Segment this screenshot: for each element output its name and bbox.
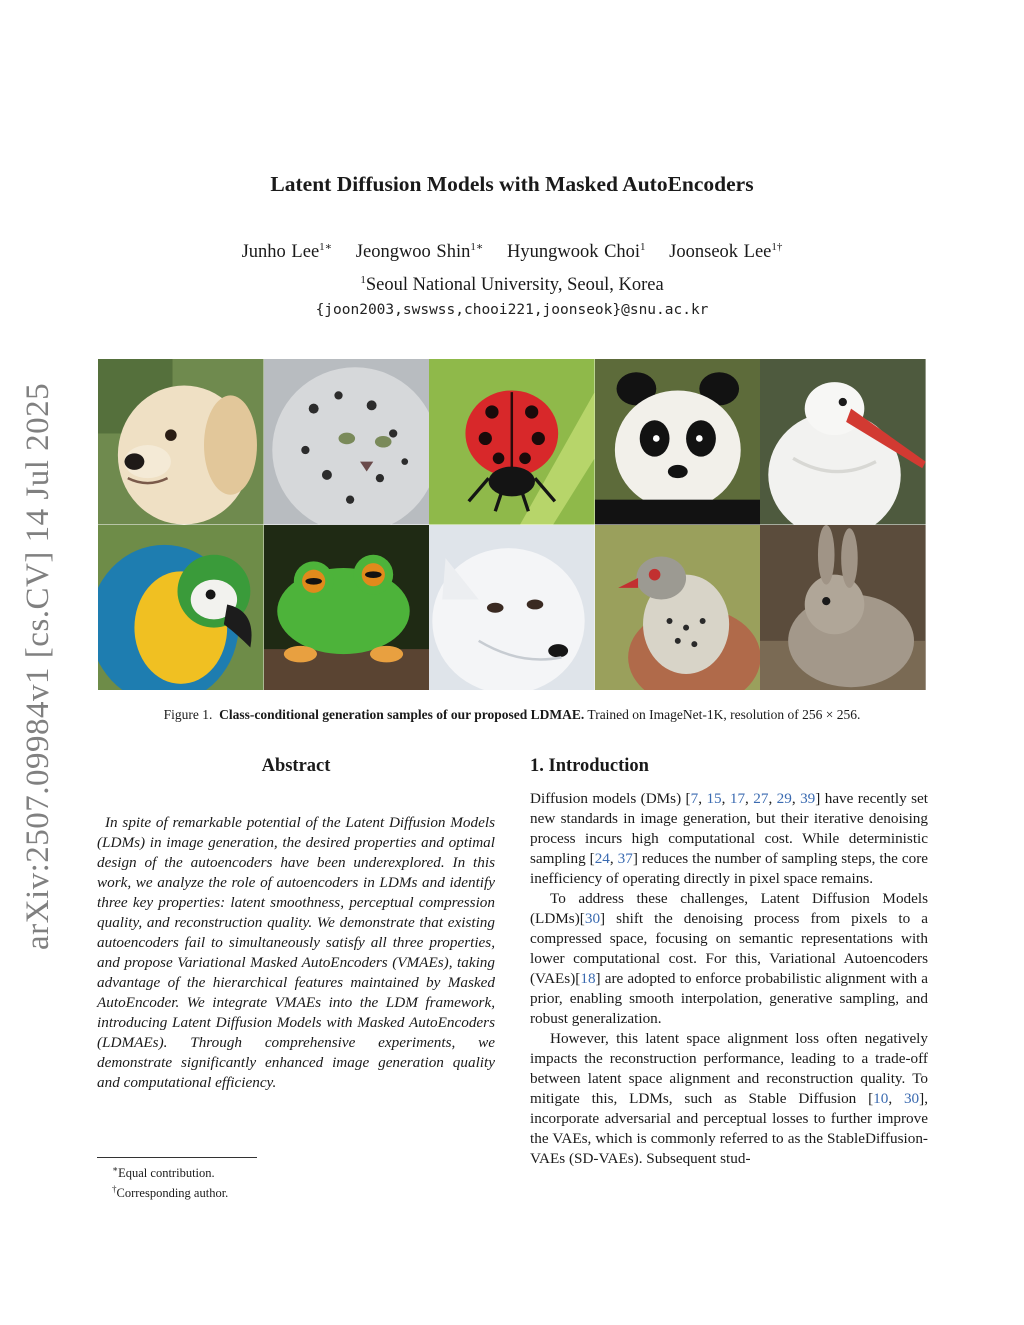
author-mark: 1∗	[319, 241, 333, 253]
sample-arctic-fox	[429, 525, 595, 691]
introduction-heading: 1. Introduction	[530, 756, 649, 776]
author-1	[242, 242, 333, 262]
sample-ladybug	[429, 359, 595, 525]
affiliation-mark: 1	[360, 274, 366, 286]
caption-bold: Class-conditional generation samples of our proposed LDMAE.	[219, 707, 585, 722]
author-emails: {joon2003,swswss,chooi221,joonseok}@snu.ac.kr	[315, 302, 709, 318]
sample-rabbit	[760, 525, 926, 691]
author-2	[356, 242, 484, 262]
author-name: Hyungwook Choi	[506, 242, 641, 263]
author-mark: 1	[640, 241, 646, 253]
sample-golden-retriever	[98, 359, 264, 525]
affiliation	[0, 274, 1024, 296]
text-run: ] are adopted to enforce probabilistic alignment with a prior, enabling smooth interpolation, generative sampling, and robust generalization.	[530, 970, 928, 1027]
sample-stork	[760, 359, 926, 525]
citation-link[interactable]: 29	[776, 790, 792, 807]
abstract-heading: Abstract	[261, 756, 331, 776]
intro-paragraph-2	[530, 889, 928, 1029]
sample-partridge	[595, 525, 761, 691]
citation-link[interactable]: 17	[729, 790, 746, 807]
citation-link[interactable]: 27	[753, 790, 769, 807]
abstract-body: In spite of remarkable potential of the Latent Diffusion Models (LDMs) in image generation, the desired properties and optimal design of the autoencoders have been underexplored. In this work, we analyze the role of autoencoders in LDMs and identify three key properties: latent smoothness, perceptual compression quality, and reconstruction quality. We demonstrate that existing autoencoders fail to simultaneously satisfy all three properties, and propose Variational Masked AutoEncoders (VMAEs), taking advantage of the hierarchical features maintained by Masked AutoEncoder. We integrate VMAEs into the LDM framework, introducing Latent Diffusion Models with Masked AutoEncoders (LDMAEs). Through comprehensive experiments, we demonstrate significantly enhanced image generation quality and computational efficiency.	[97, 814, 495, 1091]
citation-link[interactable]: 18	[580, 970, 596, 987]
intro-paragraph-3: However, this latent space alignment loss often negatively impacts the reconstruction performance, leading to a trade-off between latent space alignment and reconstruction quality. To mitigate this, LDMs, such as Stable Diffusion [10, 30], incorporate adversarial and perceptual losses to further improve the VAEs, which is commonly referred to as the StableDiffusion-VAEs (SD-VAEs). Subsequent stud-	[530, 1030, 928, 1167]
figure-caption	[0, 707, 1024, 723]
author-4	[669, 242, 782, 262]
footnote-mark: †	[112, 1184, 117, 1195]
citation-link[interactable]: 30	[584, 910, 601, 927]
intro-paragraph-1: Diffusion models (DMs) [7, 15, 17, 27, 29, 39] have recently set new standards in image generation, but their iterative denoising process incurs high computational cost. While deterministic sampling [24, 37] reduces the number of sampling steps, the core inefficiency of operating directly in pixel space remains.	[530, 790, 929, 887]
footnote-text: Corresponding author.	[116, 1186, 229, 1201]
citation-link[interactable]: 37	[617, 850, 633, 867]
citation-link[interactable]: 30	[903, 1090, 920, 1107]
citation-link[interactable]: 24	[594, 850, 610, 867]
footnote-corresponding	[112, 1181, 228, 1201]
affiliation-text: Seoul National University, Seoul, Korea	[365, 275, 664, 296]
text-run: ], incorporate adversarial and perceptual losses to further improve the VAEs, which is commonly referred to as the StableDiffusion-VAEs (SD-VAEs). Subsequent stud-	[530, 1090, 928, 1167]
sample-macaw	[98, 525, 264, 691]
author-3	[507, 242, 646, 262]
footnote-text: Equal contribution.	[118, 1166, 215, 1181]
caption-rest: Trained on ImageNet-1K, resolution of 256 × 256.	[587, 707, 861, 722]
footnote-mark: ∗	[112, 1164, 119, 1174]
author-name: Jeongwoo Shin	[355, 242, 471, 263]
text-run: ] shift the denoising process from pixels to a compressed space, focusing on semantic representations with lower computational cost. For this, Variational Autoencoders (VAEs)[	[530, 910, 928, 987]
citation-link[interactable]: 39	[800, 790, 816, 807]
citation-link[interactable]: 15	[706, 790, 722, 807]
footnote-rule	[97, 1157, 257, 1158]
sample-tree-frog	[264, 525, 430, 691]
caption-label: Figure 1.	[163, 707, 213, 722]
footnotes	[112, 1161, 228, 1201]
citation-link[interactable]: 7	[690, 790, 699, 807]
text-run: ] have recently set new standards in image generation, but their iterative denoising process incurs high computational cost. While deterministic sampling [	[530, 790, 929, 867]
arxiv-sidebar-id: arXiv:2507.09984v1 [cs.CV] 14 Jul 2025	[20, 382, 56, 950]
author-mark: 1†	[771, 241, 783, 253]
author-mark: 1∗	[470, 241, 484, 253]
abstract-section	[97, 756, 495, 1093]
text-run: Diffusion models (DMs) [	[530, 790, 691, 807]
author-name: Joonseok Lee	[669, 242, 772, 263]
sample-snow-leopard	[264, 359, 430, 525]
sample-panda	[595, 359, 761, 525]
introduction-section	[530, 756, 928, 1169]
text-run: However, this latent space alignment loss often negatively impacts the reconstruction performance, leading to a trade-off between latent space alignment and reconstruction quality. To mitigate this, LDMs, such as Stable Diffusion [	[530, 1030, 928, 1107]
text-run: To address these challenges, Latent Diffusion Models (LDMs)[	[530, 890, 928, 927]
footnote-equal-contribution	[112, 1161, 228, 1181]
figure-image-grid	[98, 359, 926, 690]
citation-link[interactable]: 10	[873, 1090, 889, 1107]
paper-title: Latent Diffusion Models with Masked AutoEncoders	[270, 172, 754, 196]
author-name: Junho Lee	[241, 242, 320, 263]
text-run: ] reduces the number of sampling steps, the core inefficiency of operating directly in pixel space remains.	[530, 850, 928, 887]
author-list	[0, 240, 1024, 263]
